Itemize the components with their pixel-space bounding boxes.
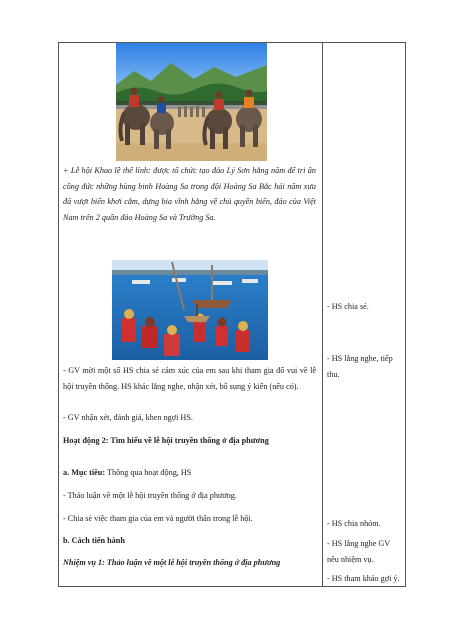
hs-group-text: - HS chia nhóm. (327, 519, 381, 528)
activity-2-title: Hoạt động 2: Tìm hiểu về lễ hội truyền thống ở địa phương (63, 436, 269, 445)
hs-hint-text: - HS tham khảo gợi ý. (327, 574, 400, 583)
lesson-plan-table (58, 42, 406, 587)
objective-item-1: - Thảo luận về một lễ hội truyền thống ở địa phương. (63, 491, 237, 500)
hs-task-text: - HS lắng nghe GV nêu nhiệm vụ. (327, 539, 391, 564)
hs-share-text: - HS chia sẻ. (327, 302, 369, 311)
objective-item-2: - Chia sẻ việc tham gia của em và người thân trong lễ hội. (63, 514, 253, 523)
gv-praise-text: - GV nhận xét, đánh giá, khen ngợi HS. (63, 413, 193, 422)
objective-text: Thông qua hoạt động, HS (105, 468, 192, 477)
task-1-title: Nhiệm vụ 1: Thảo luận về một lễ hội truyền thống ở địa phương (63, 558, 281, 567)
sea-festival-photo (112, 260, 268, 360)
khao-le-festival-description: + Lễ hội Khao lề thế lính: được tổ chức tạo đảo Lý Sơn hằng năm để tri ân công đức những hùng binh Hoàng Sa trong đội Hoàng Sa Bắc hải năm xưa đã vượt biển khơi cắm, dựng bia vĩnh hằng về chủ quyền biển, đảo của Việt Nam trên 2 quần đảo Hoàng Sa và Trường Sa. (63, 166, 316, 222)
hs-listen-text: - HS lắng nghe, tiếp thu. (327, 354, 393, 379)
gv-invite-text: - GV mời một số HS chia sẻ cảm xúc của em sau khi tham gia đố vui về lễ hội truyền thống. HS khác lắng nghe, nhận xét, bổ sung ý kiến (nếu có). (63, 366, 316, 391)
objective-label: a. Mục tiêu: (63, 468, 106, 477)
objective-line (63, 465, 316, 481)
procedure-label: b. Cách tiến hành (63, 536, 125, 545)
column-divider (322, 43, 323, 586)
elephant-festival-photo (116, 43, 267, 161)
